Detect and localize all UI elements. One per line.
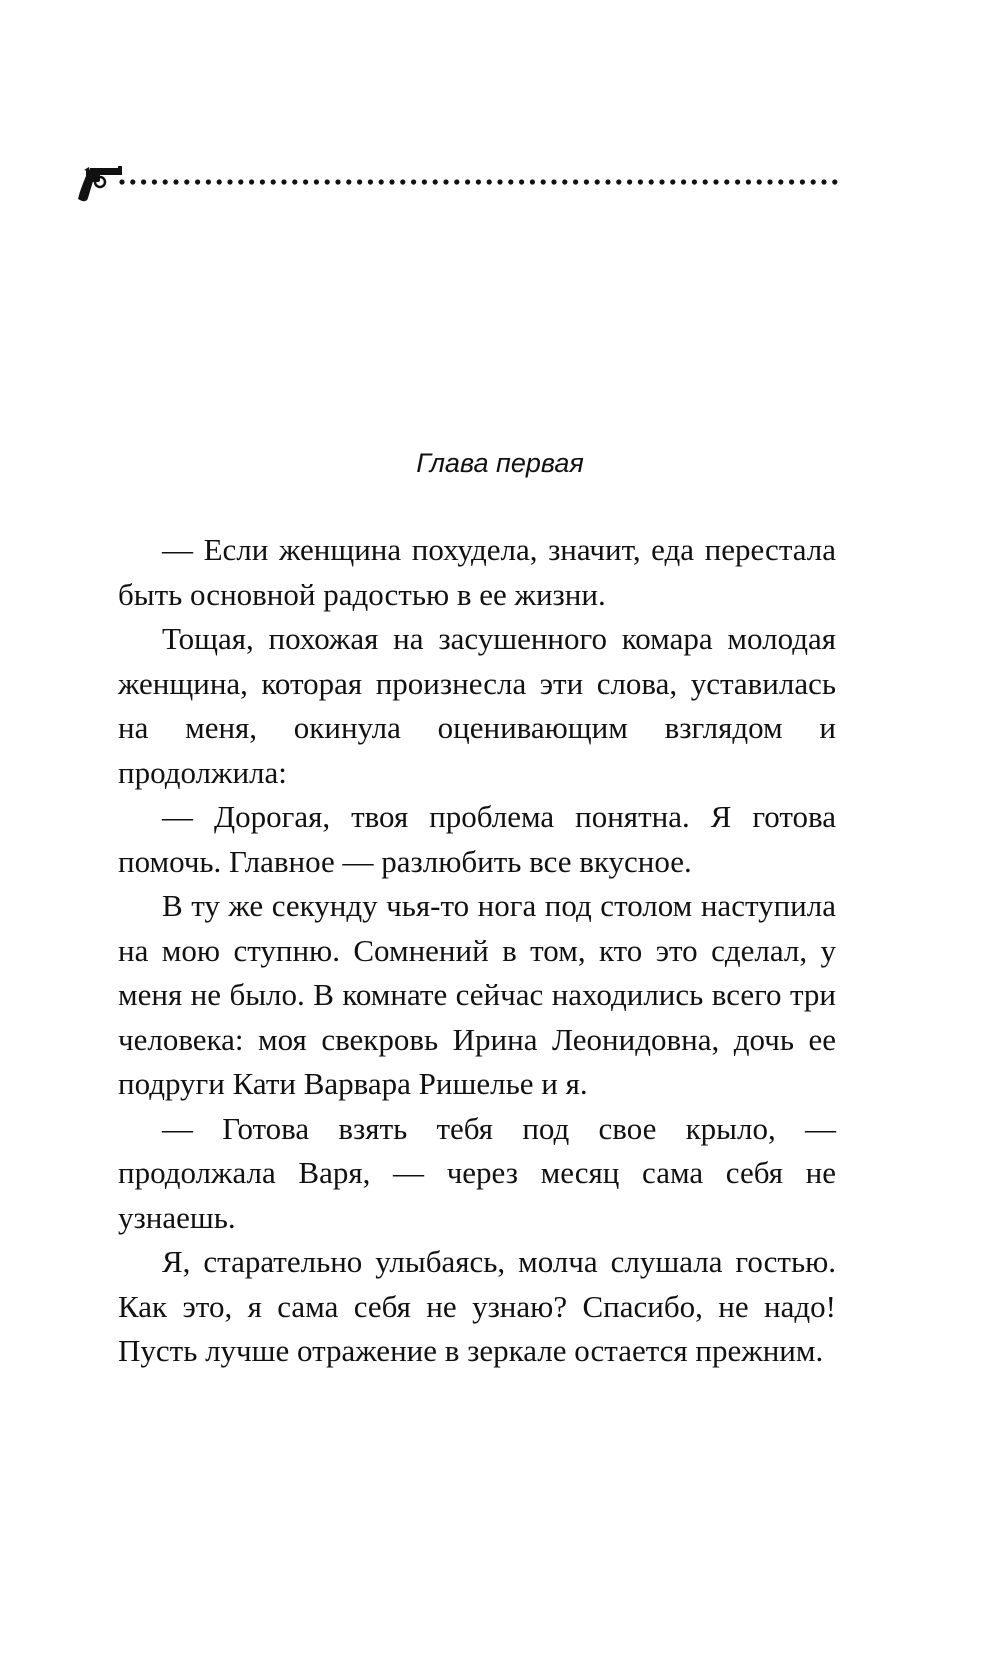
rule-dot [195,179,200,184]
rule-dot [767,179,772,184]
rule-dot [692,179,697,184]
rule-dot [800,179,805,184]
rule-dot [314,179,319,184]
rule-dot [443,179,448,184]
rule-dot [335,179,340,184]
rule-dot [141,179,146,184]
rule-dot [454,179,459,184]
rule-dot [163,179,168,184]
rule-dot [530,179,535,184]
rule-dot [713,179,718,184]
rule-dot [562,179,567,184]
rule-dot [573,179,578,184]
rule-dot [271,179,276,184]
rule-dot [746,179,751,184]
rule-dot [605,179,610,184]
rule-dot [249,179,254,184]
rule-dot [303,179,308,184]
paragraph: В ту же секунду чья-то нога под столом наступила на мою ступню. Сомнений в том, кто это сделал, у меня не было. В комнате сейчас находились всего три человека: моя свекровь Ирина Леонидовна, дочь ее подруги Кати Варвара Ришелье и я. [118,888,836,1101]
rule-dot [206,179,211,184]
rule-dot [497,179,502,184]
chapter-text [118,528,836,1374]
rule-dot [476,179,481,184]
rule-dot [724,179,729,184]
rule-dot [346,179,351,184]
rule-dot [184,179,189,184]
rule-dot [260,179,265,184]
paragraph: — Дорогая, твоя проблема понятна. Я готова помочь. Главное — разлюбить все вкусное. [118,799,836,879]
rule-dot [551,179,556,184]
rule-dot [627,179,632,184]
paragraph: Тощая, похожая на засушенного комара молодая женщина, которая произнесла эти слова, уставилась на меня, окинула оценивающим взглядом и продолжила: [118,621,836,790]
rule-dot [152,179,157,184]
rule-dot [519,179,524,184]
rule-dot [659,179,664,184]
rule-dot [670,179,675,184]
rule-dot [811,179,816,184]
rule-dot [703,179,708,184]
rule-dot [638,179,643,184]
rule-dot [584,179,589,184]
rule-dot [325,179,330,184]
rule-dot [487,179,492,184]
rule-dot [292,179,297,184]
rule-dot [595,179,600,184]
rule-dot [357,179,362,184]
paragraph: Я, старательно улыбаясь, молча слушала гостью. Как это, я сама себя не узнаю? Спасибо, не надо! Пусть лучше отражение в зеркале остается прежним. [118,1244,836,1368]
rule-dot [789,179,794,184]
rule-dot [217,179,222,184]
rule-dot [832,179,837,184]
rule-dot [465,179,470,184]
paragraph: — Готова взять тебя под свое крыло, — продолжала Варя, — через месяц сама себя не узнаешь. [118,1110,836,1235]
rule-dot [411,179,416,184]
rule-dot [508,179,513,184]
rule-dot [389,179,394,184]
dotted-rule [118,174,840,190]
rule-dot [368,179,373,184]
rule-dot [281,179,286,184]
paragraph: — Если женщина похудела, значит, еда перестала быть основной радостью в ее жизни. [118,532,836,612]
rule-dot [616,179,621,184]
rule-dot [379,179,384,184]
rule-dot [735,179,740,184]
rule-dot [173,179,178,184]
rule-dot [649,179,654,184]
rule-dot [433,179,438,184]
rule-dot [227,179,232,184]
rule-dot [757,179,762,184]
rule-dot [681,179,686,184]
rule-dot [400,179,405,184]
rule-dot [422,179,427,184]
chapter-ornament [78,166,840,210]
rule-dot [778,179,783,184]
chapter-title: Глава первая [416,448,584,478]
rule-dot [119,179,124,184]
rule-dot [541,179,546,184]
rule-dot [130,179,135,184]
rule-dot [821,179,826,184]
rule-dot [238,179,243,184]
